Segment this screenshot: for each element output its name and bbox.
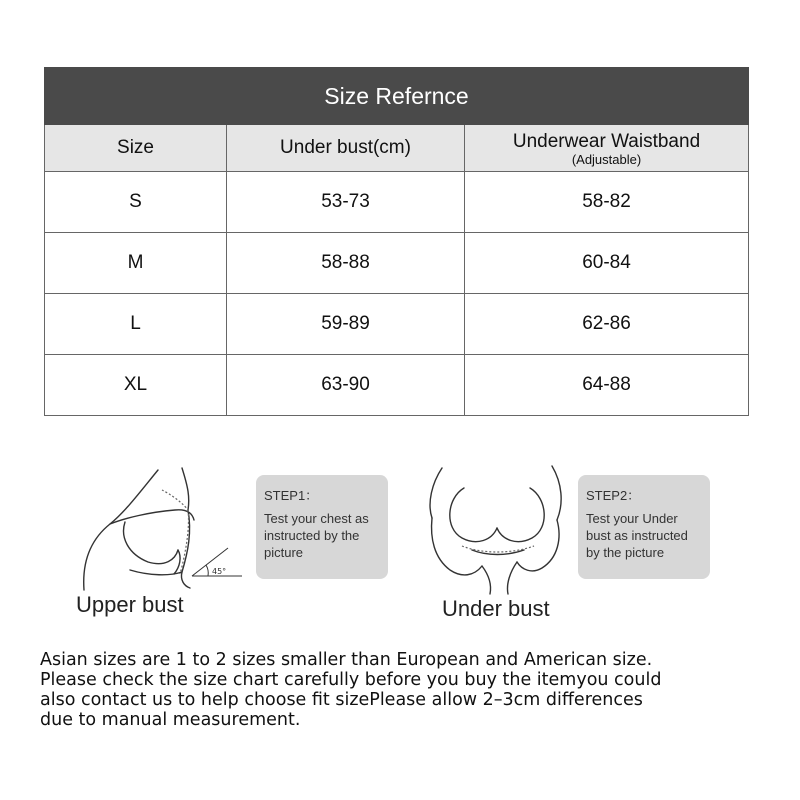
note-line: also contact us to help choose fit sizePlease allow 2–3cm differences <box>40 690 643 710</box>
under-bust-illustration <box>412 458 582 598</box>
step2-title: STEP2： <box>586 488 641 503</box>
angle-label: 45° <box>212 567 227 576</box>
measurement-steps <box>0 440 800 630</box>
header-waistband-label: Underwear Waistband <box>512 130 701 152</box>
cell-under-bust: 58-88 <box>227 233 465 294</box>
table-title-row <box>45 68 749 125</box>
header-size: Size <box>45 125 227 172</box>
cell-size: M <box>45 233 227 294</box>
cell-waistband: 62-86 <box>465 294 749 355</box>
note-line: Please check the size chart carefully before you buy the itemyou could <box>40 670 662 690</box>
note-line: Asian sizes are 1 to 2 sizes smaller than European and American size. <box>40 650 653 670</box>
cell-size: XL <box>45 355 227 416</box>
table-row <box>45 233 749 294</box>
cell-size: L <box>45 294 227 355</box>
cell-size: S <box>45 172 227 233</box>
size-notes <box>40 650 780 730</box>
header-waistband <box>465 125 749 172</box>
table-row <box>45 355 749 416</box>
step1-text: Test your chest as instructed by the picture <box>264 511 369 560</box>
cell-under-bust: 63-90 <box>227 355 465 416</box>
step1-box <box>256 475 388 579</box>
header-under-bust: Under bust(cm) <box>227 125 465 172</box>
step2-text: Test your Under bust as instructed by the picture <box>586 511 688 560</box>
cell-waistband: 64-88 <box>465 355 749 416</box>
upper-bust-illustration <box>70 462 250 592</box>
cell-waistband: 60-84 <box>465 233 749 294</box>
upper-bust-caption: Upper bust <box>76 592 184 617</box>
table-row <box>45 172 749 233</box>
table-title: Size Refernce <box>45 68 749 125</box>
step2-box <box>578 475 710 579</box>
size-reference-table <box>44 67 749 416</box>
table-header-row <box>45 125 749 172</box>
under-bust-caption: Under bust <box>442 596 550 621</box>
header-waistband-note: (Adjustable) <box>571 151 642 167</box>
cell-waistband: 58-82 <box>465 172 749 233</box>
cell-under-bust: 59-89 <box>227 294 465 355</box>
table-row <box>45 294 749 355</box>
step1-title: STEP1： <box>264 488 319 503</box>
cell-under-bust: 53-73 <box>227 172 465 233</box>
note-line: due to manual measurement. <box>40 710 301 730</box>
